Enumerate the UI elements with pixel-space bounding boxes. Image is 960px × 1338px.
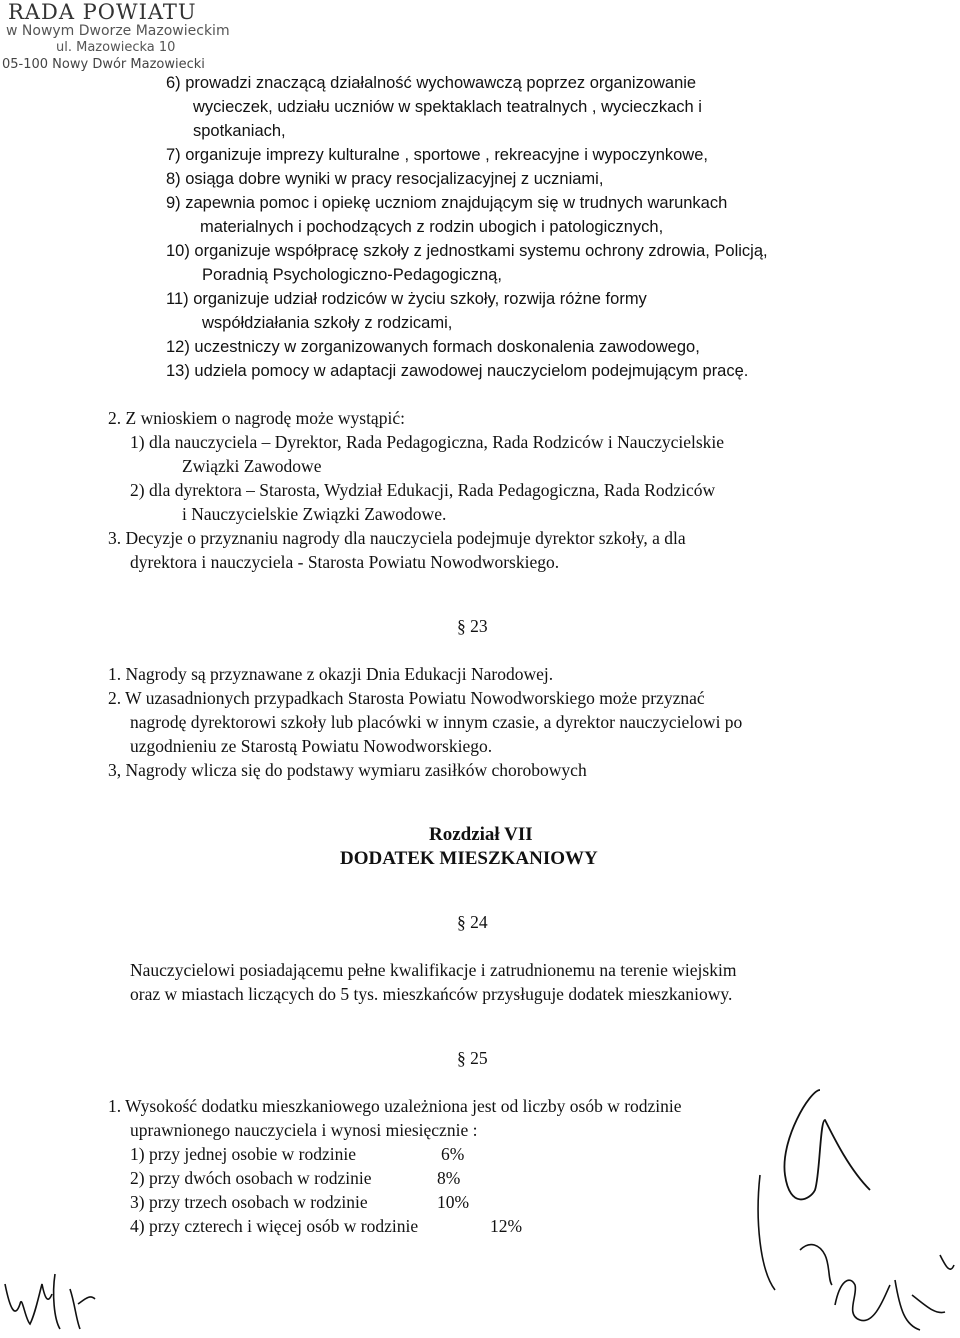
rate-label: 2) przy dwóch osobach w rodzinie: [130, 1168, 372, 1188]
list-item-continuation: Związki Zawodowe: [182, 456, 322, 476]
clause-continuation: nagrodę dyrektorowi szkoły lub placówki w innym czasie, a dyrektor nauczycielowi po: [130, 712, 743, 732]
paragraph-heading: § 23: [457, 616, 488, 636]
paragraph-text: Nauczycielowi posiadającemu pełne kwalifikacje i zatrudnionemu na terenie wiejskim: [130, 960, 737, 980]
clause-continuation: dyrektora i nauczyciela - Starosta Powiatu Nowodworskiego.: [130, 552, 560, 572]
list-item: 1) dla nauczyciela – Dyrektor, Rada Pedagogiczna, Rada Rodziców i Nauczycielskie: [130, 432, 725, 452]
clause-3: 3, Nagrody wlicza się do podstawy wymiaru zasiłków chorobowych: [108, 760, 587, 780]
list-item: 6) prowadzi znaczącą działalność wychowawczą poprzez organizowanie: [166, 74, 697, 92]
list-item: 13) udziela pomocy w adaptacji zawodowej nauczycielom podejmującym pracę.: [166, 362, 749, 380]
paragraph-heading: § 25: [457, 1048, 488, 1068]
list-item: 2) dla dyrektora – Starosta, Wydział Edukacji, Rada Pedagogiczna, Rada Rodziców: [130, 480, 716, 500]
list-item: 7) organizuje imprezy kulturalne , sportowe , rekreacyjne i wypoczynkowe,: [166, 146, 708, 164]
chapter-number: Rozdział VII: [429, 824, 533, 845]
clause-3: 3. Decyzje o przyznaniu nagrody dla nauczyciela podejmuje dyrektor szkoły, a dla: [108, 528, 686, 548]
list-item-continuation: wycieczek, udziału uczniów w spektaklach teatralnych , wycieczkach i: [193, 98, 702, 116]
rate-value: 12%: [490, 1216, 523, 1236]
rate-value: 6%: [441, 1144, 465, 1164]
signature-handwritten: [740, 1080, 960, 1338]
rate-label: 4) przy czterech i więcej osób w rodzinie: [130, 1216, 419, 1236]
initials-handwritten: [0, 1264, 110, 1338]
paragraph-heading: § 24: [457, 912, 488, 932]
rate-label: 1) przy jednej osobie w rodzinie: [130, 1144, 356, 1164]
stamp-line-3: ul. Mazowiecka 10: [56, 40, 176, 55]
clause-2: 2. W uzasadnionych przypadkach Starosta Powiatu Nowodworskiego może przyznać: [108, 688, 705, 708]
list-item-continuation: spotkaniach,: [193, 122, 286, 140]
list-item: 12) uczestniczy w zorganizowanych formach doskonalenia zawodowego,: [166, 338, 700, 356]
stamp-line-4: 05-100 Nowy Dwór Mazowiecki: [2, 57, 205, 72]
list-item: 8) osiąga dobre wyniki w pracy resocjalizacyjnej z uczniami,: [166, 170, 604, 188]
stamp-line-1: RADA POWIATU: [8, 0, 197, 24]
chapter-title: DODATEK MIESZKANIOWY: [340, 848, 598, 869]
list-item-continuation: i Nauczycielskie Związki Zawodowe.: [182, 504, 447, 524]
rate-label: 3) przy trzech osobach w rodzinie: [130, 1192, 368, 1212]
list-item-continuation: materialnych i pochodzących z rodzin ubogich i patologicznych,: [200, 218, 664, 236]
list-item-continuation: Poradnią Psychologiczno-Pedagogiczną,: [202, 266, 502, 284]
stamp-line-2: w Nowym Dworze Mazowieckim: [6, 23, 230, 39]
list-item: 10) organizuje współpracę szkoły z jednostkami systemu ochrony zdrowia, Policją,: [166, 242, 768, 260]
clause-1: 1. Wysokość dodatku mieszkaniowego uzależniona jest od liczby osób w rodzinie: [108, 1096, 682, 1116]
rate-value: 10%: [437, 1192, 470, 1212]
list-item: 9) zapewnia pomoc i opiekę uczniom znajdującym się w trudnych warunkach: [166, 194, 728, 212]
list-item: 11) organizuje udział rodziców w życiu szkoły, rozwija różne formy: [166, 290, 647, 308]
clause-continuation: uprawnionego nauczyciela i wynosi miesięcznie :: [130, 1120, 478, 1140]
clause-2: 2. Z wnioskiem o nagrodę może wystąpić:: [108, 408, 405, 428]
list-item-continuation: współdziałania szkoły z rodzicami,: [202, 314, 453, 332]
paragraph-text: oraz w miastach liczących do 5 tys. mieszkańców przysługuje dodatek mieszkaniowy.: [130, 984, 733, 1004]
clause-continuation: uzgodnieniu ze Starostą Powiatu Nowodworskiego.: [130, 736, 493, 756]
clause-1: 1. Nagrody są przyznawane z okazji Dnia Edukacji Narodowej.: [108, 664, 554, 684]
rate-value: 8%: [437, 1168, 461, 1188]
